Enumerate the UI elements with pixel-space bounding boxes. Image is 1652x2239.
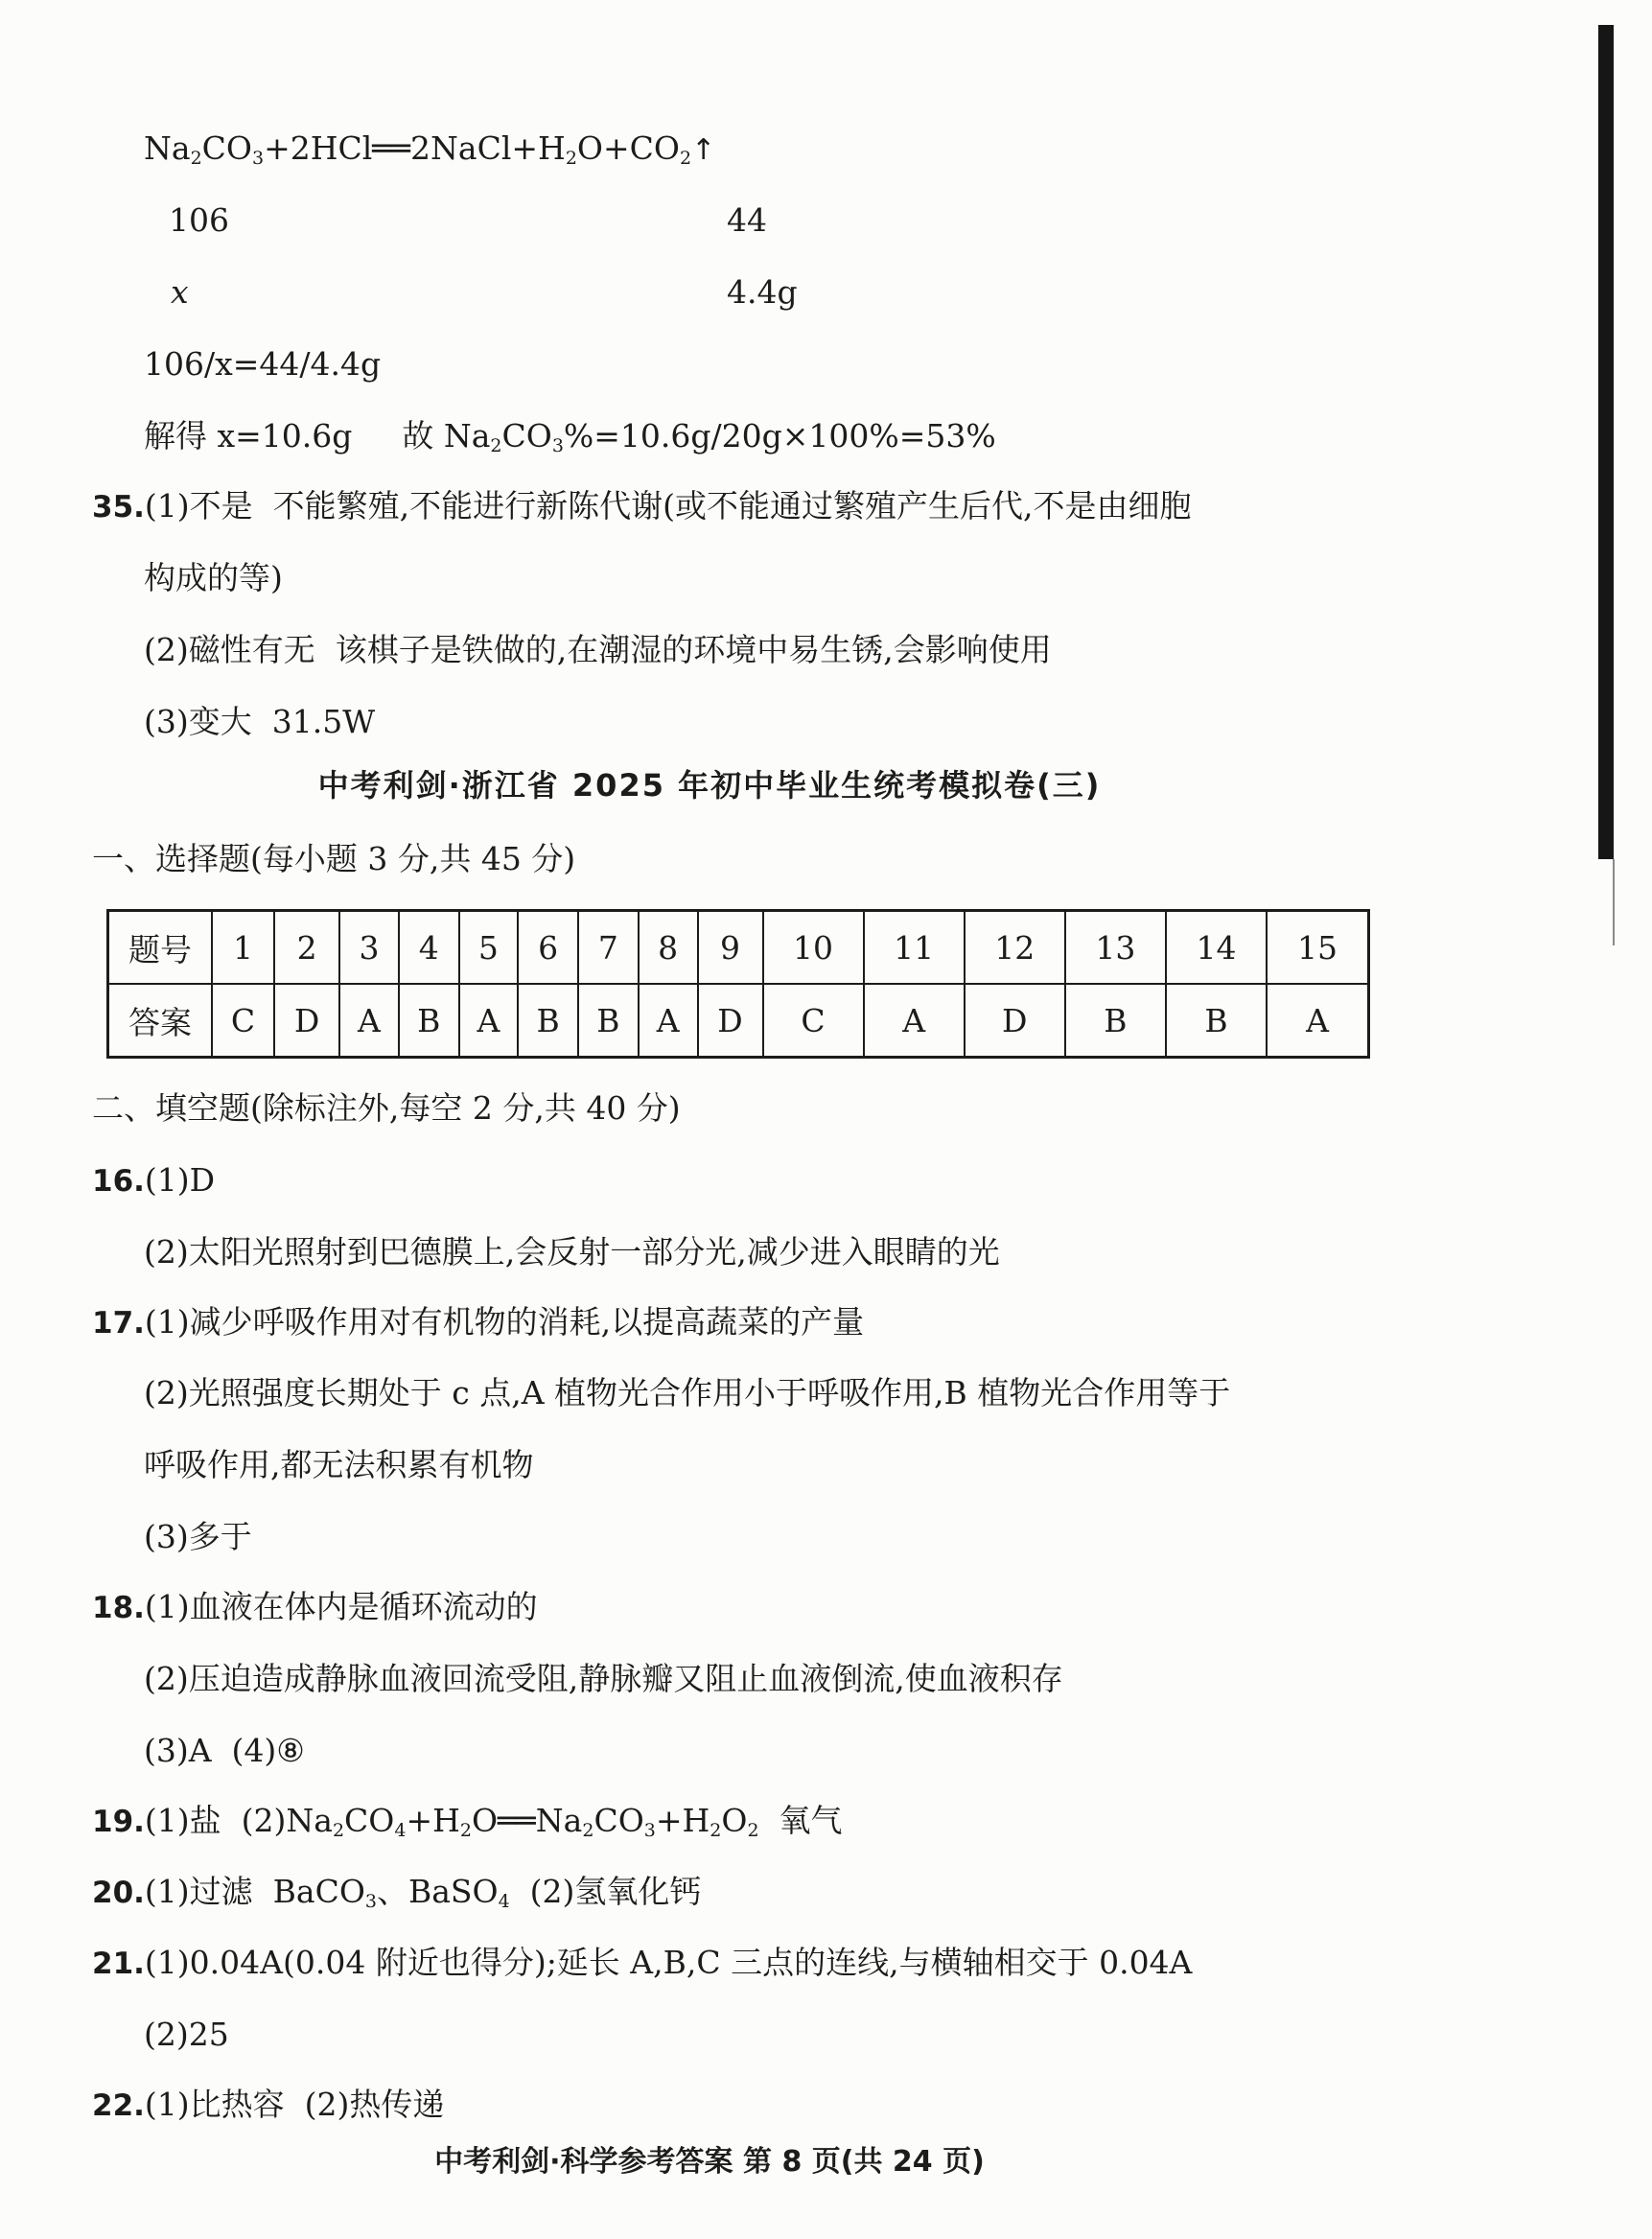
q35-line-4: (3)变大 31.5W: [144, 703, 376, 740]
q22-line: 22.(1)比热容 (2)热传递: [92, 2086, 445, 2123]
table-cell: D: [965, 984, 1065, 1058]
table-cell: C: [763, 984, 864, 1058]
molar-mass-na2co3: 106: [169, 201, 229, 239]
q18-line-2: (2)压迫造成静脉血液回流受阻,静脉瓣又阻止血液倒流,使血液积存: [144, 1660, 1063, 1697]
q21-line-2: (2)25: [144, 2016, 229, 2053]
chemical-equation: $Na_2CO_3+2HCl══2NaCl+H_2O+CO_2↑$: [144, 129, 716, 169]
q18-line-1: 18.(1)血液在体内是循环流动的: [92, 1588, 538, 1625]
table-cell: B: [1166, 984, 1267, 1058]
question-number: 18.: [92, 1591, 145, 1625]
q16-line-2: (2)太阳光照射到巴德膜上,会反射一部分光,减少进入眼睛的光: [144, 1233, 1000, 1271]
unknown-x: x: [171, 273, 189, 311]
table-cell: D: [274, 984, 339, 1058]
question-number: 35.: [92, 490, 145, 525]
q35-line-3: (2)磁性有无 该棋子是铁做的,在潮湿的环境中易生锈,会影响使用: [144, 631, 1052, 668]
table-cell: 1: [212, 911, 274, 985]
table-row-label: 题号: [108, 911, 213, 985]
table-cell: 15: [1267, 911, 1368, 985]
q17-line-3: 呼吸作用,都无法积累有机物: [144, 1446, 534, 1483]
table-cell: 4: [399, 911, 459, 985]
table-cell: 9: [698, 911, 763, 985]
table-cell: C: [212, 984, 274, 1058]
table-cell: 14: [1166, 911, 1267, 985]
table-cell: 10: [763, 911, 864, 985]
question-number: 21.: [92, 1947, 145, 1981]
table-cell: B: [1065, 984, 1166, 1058]
table-cell: 2: [274, 911, 339, 985]
q21-line-1: 21.(1)0.04A(0.04 附近也得分);延长 A,B,C 三点的连线,与横轴相交于 0.04A: [92, 1944, 1193, 1981]
table-cell: B: [518, 984, 578, 1058]
q35-line-2: 构成的等): [144, 559, 283, 596]
table-row-answers: [108, 984, 1369, 1058]
q17-line-4: (3)多于: [144, 1518, 252, 1555]
part2-heading: 二、填空题(除标注外,每空 2 分,共 40 分): [92, 1089, 681, 1127]
question-number: 22.: [92, 2088, 145, 2123]
table-cell: A: [339, 984, 399, 1058]
table-cell: A: [864, 984, 965, 1058]
table-cell: 12: [965, 911, 1065, 985]
answer-table: [106, 909, 1370, 1059]
q19-line: 19.(1)盐 $(2)Na_2CO_4+H_2O══Na_2CO_3+H_2O_2$ 氧气: [92, 1802, 843, 1841]
table-cell: B: [578, 984, 639, 1058]
table-cell: 8: [639, 911, 698, 985]
table-cell: 5: [459, 911, 519, 985]
table-row-numbers: [108, 911, 1369, 985]
table-cell: A: [639, 984, 698, 1058]
solution-line: 解得 x=10.6g 故 $Na_2CO_3\%=10.6g/20g\times 100\%=53\%$: [144, 417, 996, 456]
table-cell: A: [1267, 984, 1368, 1058]
table-cell: 11: [864, 911, 965, 985]
gas-arrow-icon: ↑: [691, 133, 716, 167]
page-footer: 中考利剑·科学参考答案 第 8 页(共 24 页): [434, 2145, 985, 2179]
table-cell: 6: [518, 911, 578, 985]
section-title: 中考利剑·浙江省 2025 年初中毕业生统考模拟卷(三): [317, 767, 1102, 804]
co2-mass: 4.4g: [727, 273, 798, 311]
q35-line-1: 35.(1)不是 不能繁殖,不能进行新陈代谢(或不能通过繁殖产生后代,不是由细胞: [92, 487, 1192, 525]
molar-mass-co2: 44: [727, 201, 767, 239]
table-cell: B: [399, 984, 459, 1058]
table-cell: A: [459, 984, 519, 1058]
q17-line-2: (2)光照强度长期处于 c 点,A 植物光合作用小于呼吸作用,B 植物光合作用等于: [144, 1374, 1231, 1411]
binding-edge-rule: [1598, 25, 1614, 859]
table-cell: 7: [578, 911, 639, 985]
question-number: 20.: [92, 1876, 145, 1910]
table-cell: 3: [339, 911, 399, 985]
q17-line-1: 17.(1)减少呼吸作用对有机物的消耗,以提高蔬菜的产量: [92, 1303, 865, 1341]
table-cell: D: [698, 984, 763, 1058]
question-number: 16.: [92, 1164, 145, 1199]
q18-line-3: (3)A (4)⑧: [144, 1732, 305, 1769]
ratio-equation: 106/x=44/4.4g: [144, 345, 382, 383]
part1-heading: 一、选择题(每小题 3 分,共 45 分): [92, 840, 576, 877]
question-number: 19.: [92, 1805, 145, 1839]
question-number: 17.: [92, 1306, 145, 1341]
table-row-label: 答案: [108, 984, 213, 1058]
binding-edge-rule-thin: [1613, 859, 1615, 945]
q20-line: 20.(1)过滤 BaCO$_3$、BaSO$_4$ (2)氢氧化钙: [92, 1873, 702, 1912]
table-cell: 13: [1065, 911, 1166, 985]
q16-line-1: 16.(1)D: [92, 1161, 216, 1199]
